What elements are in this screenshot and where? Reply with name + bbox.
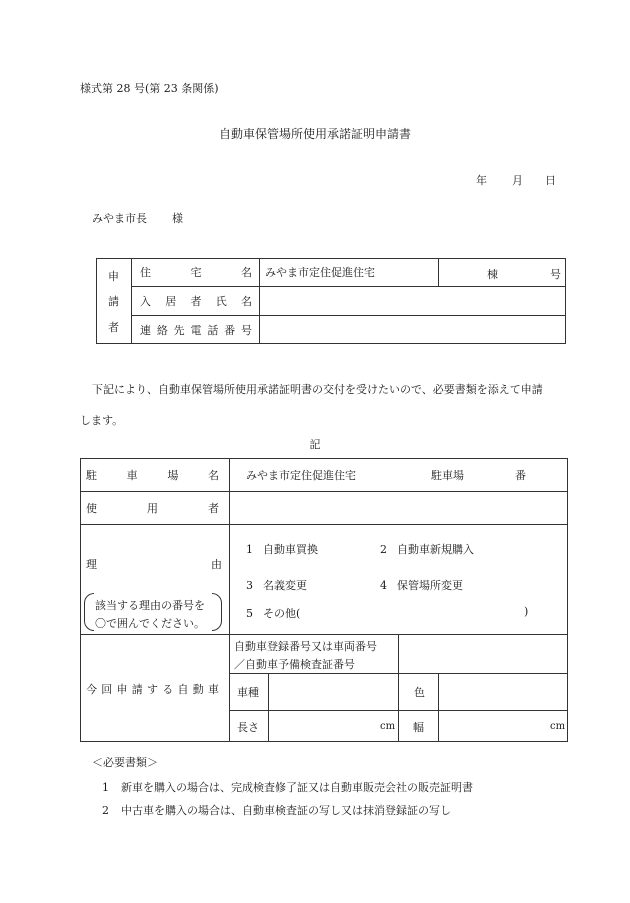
- body-text-line1: 下記により、自動車保管場所使用承諾証明書の交付を受けたいので、必要書類を添えて申請: [92, 383, 543, 396]
- user-field[interactable]: [230, 492, 567, 524]
- parking-number-label: 番: [515, 468, 526, 482]
- parking-lot-label: 駐車場: [431, 468, 464, 482]
- length-unit: cm: [380, 721, 396, 732]
- reason-note-line1: 該当する理由の番号を: [95, 599, 205, 612]
- reason-note-bracket-left: [84, 593, 94, 631]
- page-title: 自動車保管場所使用承諾証明申請書: [218, 127, 411, 141]
- resident-name-label: 入 居 者 氏 名: [140, 295, 252, 308]
- vehicle-label: 今 回 申 請 す る 自 動 車: [86, 683, 219, 696]
- reason-label-left: 理: [86, 558, 97, 571]
- car-type-field[interactable]: [269, 674, 398, 710]
- registration-number-label-line2: ／自動車予備検査証番号: [234, 658, 355, 671]
- color-field[interactable]: [439, 674, 567, 710]
- parking-name-value: みやま市定住促進住宅: [246, 468, 356, 482]
- color-label: 色: [414, 686, 425, 699]
- reason-option-2[interactable]: 2 自動車新規購入: [380, 543, 474, 556]
- reason-option-3[interactable]: 3 名義変更: [246, 579, 307, 592]
- parking-name-label: 駐 車 場 名: [86, 468, 219, 482]
- phone-label: 連 絡 先 電 話 番 号: [140, 324, 252, 337]
- reason-other-close: ): [524, 605, 529, 618]
- room-label: 号: [550, 268, 561, 281]
- length-field[interactable]: [269, 711, 379, 742]
- width-field[interactable]: [439, 711, 549, 742]
- addressee-honorific: 様: [172, 212, 183, 225]
- reason-option-4[interactable]: 4 保管場所変更: [380, 579, 463, 592]
- date-year: 年: [476, 174, 487, 187]
- user-label: 使 用 者: [86, 501, 219, 515]
- ki-heading: 記: [309, 438, 321, 451]
- required-doc-item: 2 中古車を購入の場合は、自動車検査証の写し又は抹消登録証の写し: [102, 804, 451, 817]
- reason-note-line2: 〇で囲んでください。: [95, 617, 205, 630]
- applicant-side-label: 申 請 者: [108, 269, 119, 334]
- reason-option-1[interactable]: 1 自動車買換: [246, 543, 318, 556]
- addressee: みやま市長: [92, 212, 147, 225]
- address-label: 住 宅 名: [140, 266, 252, 279]
- body-text-line2: します。: [80, 414, 124, 427]
- address-value: みやま市定住促進住宅: [265, 266, 375, 279]
- building-label: 棟: [487, 268, 498, 281]
- width-label: 幅: [413, 720, 424, 734]
- required-docs-heading: ＜必要書類＞: [92, 756, 158, 769]
- reason-option-5[interactable]: 5 その他(: [246, 607, 301, 620]
- width-unit: cm: [550, 721, 566, 732]
- resident-name-field[interactable]: [260, 287, 565, 315]
- registration-number-label-line1: 自動車登録番号又は車両番号: [234, 640, 377, 653]
- reason-label-right: 由: [211, 558, 222, 571]
- length-label: 長さ: [237, 720, 259, 734]
- reason-note-bracket-right: [212, 593, 222, 631]
- date-month: 月: [512, 174, 523, 187]
- date-day: 日: [545, 174, 556, 187]
- car-type-label: 車種: [237, 686, 259, 699]
- registration-number-field[interactable]: [399, 635, 567, 673]
- required-doc-item: 1 新車を購入の場合は、完成検査修了証又は自動車販売会社の販売証明書: [102, 781, 473, 794]
- phone-field[interactable]: [260, 316, 565, 344]
- form-number: 様式第 28 号(第 23 条関係): [80, 82, 219, 95]
